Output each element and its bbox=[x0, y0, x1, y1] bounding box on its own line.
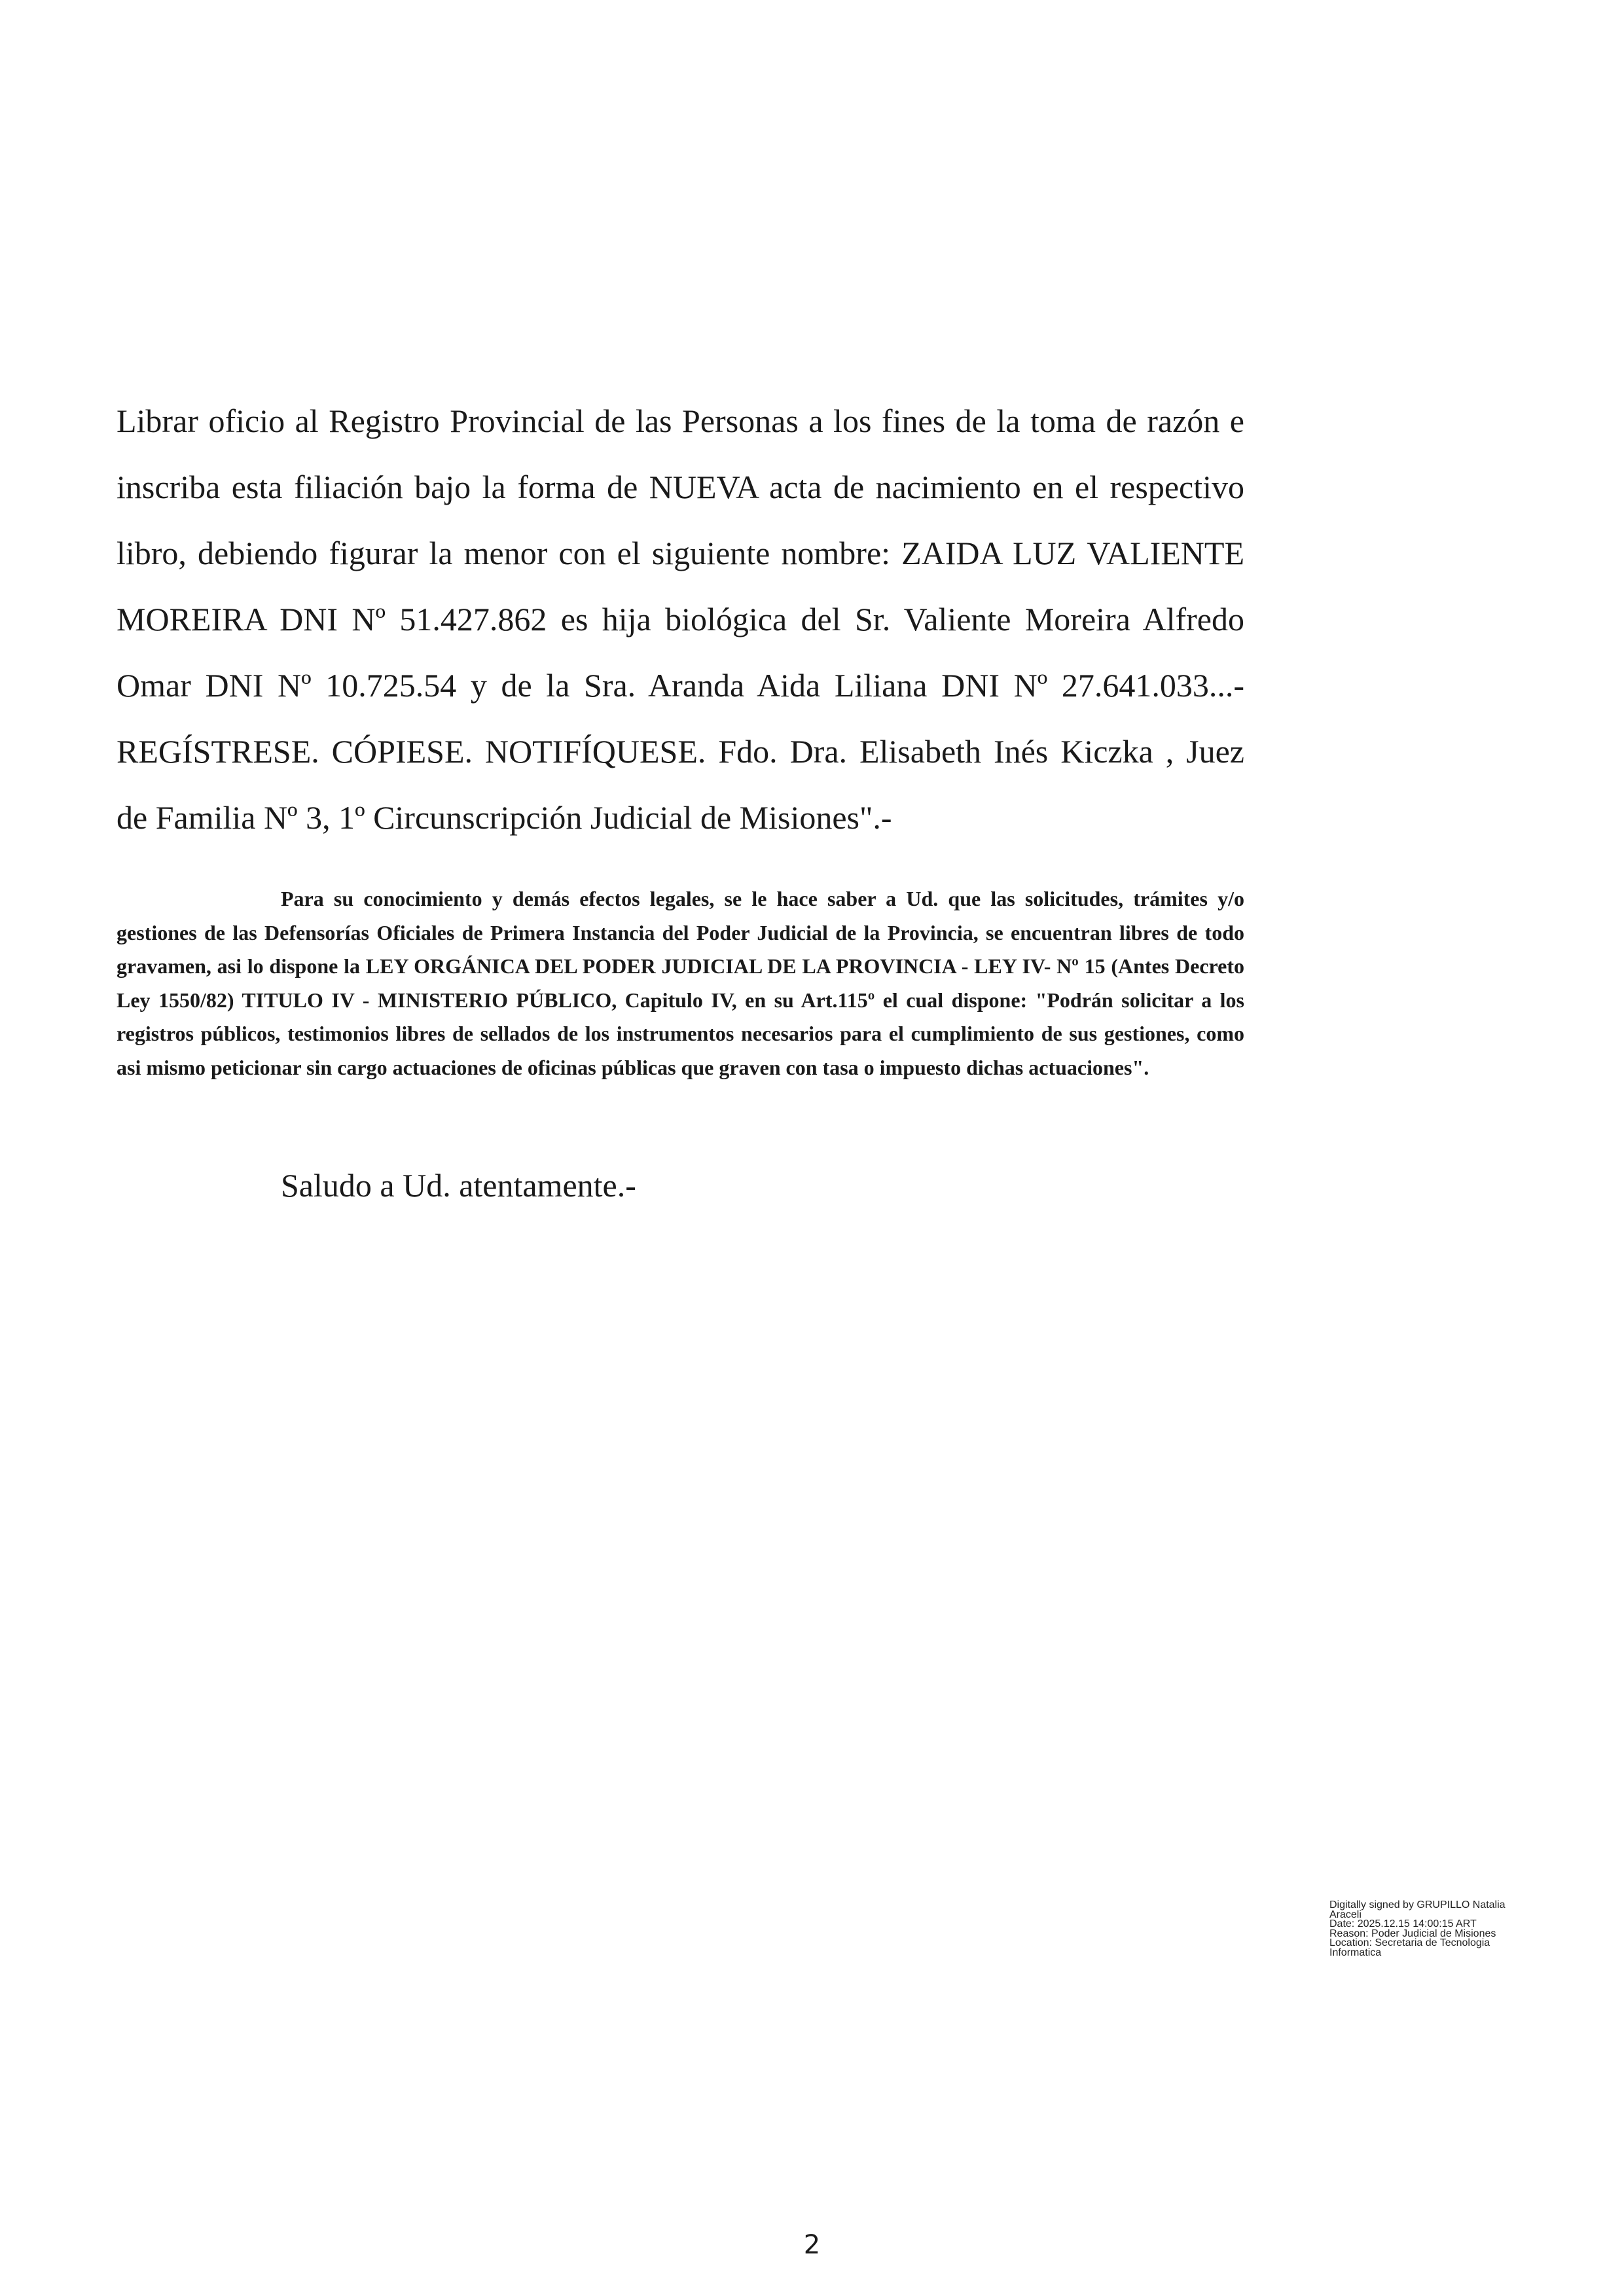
resolution-paragraph: Librar oficio al Registro Provincial de las Personas a los fines de la toma de razón e inscriba esta filiación bajo la forma de NUEVA acta de nacimiento en el respectivo libro, debiendo figurar la menor con el siguiente nombre: ZAIDA LUZ VALIENTE MOREIRA DNI Nº 51.427.862 es hija biológica del Sr. Valiente Moreira Alfredo Omar DNI Nº 10.725.54 y de la Sra. Aranda Aida Liliana DNI Nº 27.641.033...- REGÍSTRESE. CÓPIESE. NOTIFÍQUESE. Fdo. Dra. Elisabeth Inés Kiczka , Juez de Familia Nº 3, 1º Circunscripción Judicial de Misiones".- bbox=[117, 403, 1244, 836]
signature-signer: Digitally signed by GRUPILLO Natalia Araceli bbox=[1329, 1899, 1506, 1920]
digital-signature-block bbox=[1329, 1901, 1519, 1958]
closing-salutation: Saludo a Ud. atentamente.- bbox=[281, 1167, 636, 1204]
signature-location: Location: Secretaria de Tecnologia Informatica bbox=[1329, 1937, 1490, 1958]
signature-date: Date: 2025.12.15 14:00:15 ART bbox=[1329, 1918, 1477, 1929]
page-number: 2 bbox=[803, 2230, 821, 2260]
signature-reason: Reason: Poder Judicial de Misiones bbox=[1329, 1928, 1496, 1939]
legal-notice-paragraph: Para su conocimiento y demás efectos legales, se le hace saber a Ud. que las solicitudes, trámites y/o gestiones de las Defensorías Oficiales de Primera Instancia del Poder Judicial de la Provincia, se encuentran libres de todo gravamen, asi lo dispone la LEY ORGÁNICA DEL PODER JUDICIAL DE LA PROVINCIA - LEY IV- Nº 15 (Antes Decreto Ley 1550/82) TITULO IV - MINISTERIO PÚBLICO, Capitulo IV, en su Art.115º el cual dispone: "Podrán solicitar a los registros públicos, testimonios libres de sellados de los instrumentos necesarios para el cumplimiento de sus gestiones, como asi mismo peticionar sin cargo actuaciones de oficinas públicas que graven con tasa o impuesto dichas actuaciones". bbox=[117, 887, 1244, 1079]
